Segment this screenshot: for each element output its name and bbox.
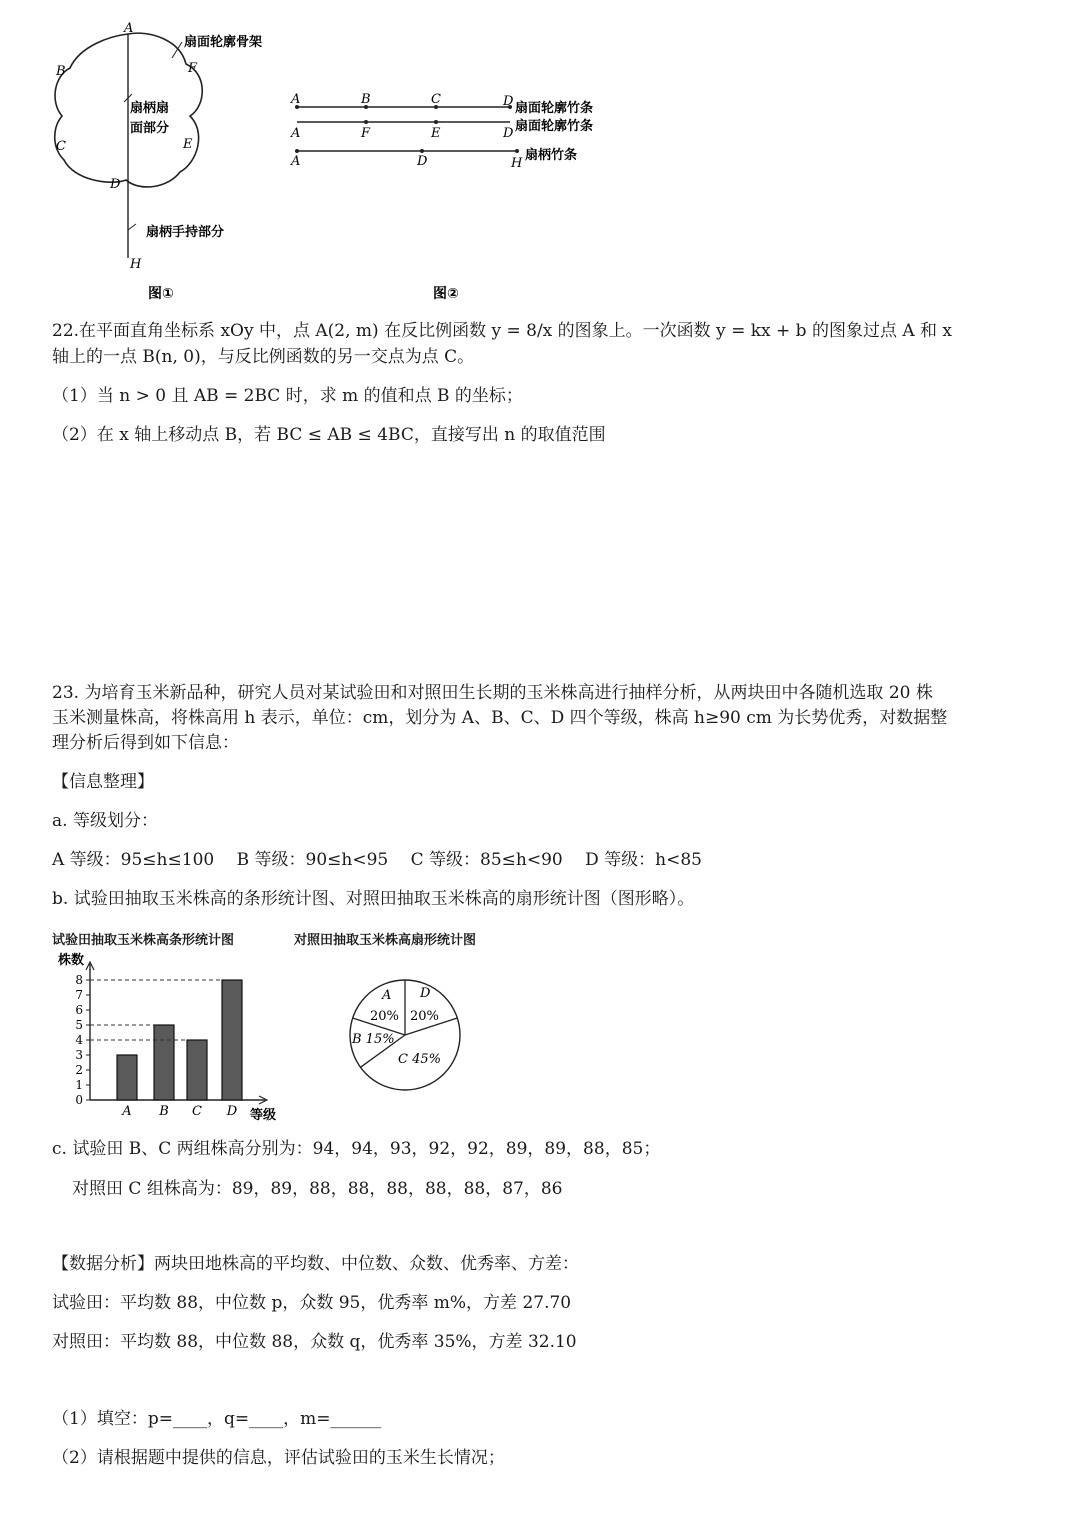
q22-stem-line-1: 22.在平面直角坐标系 xOy 中，点 A(2, m) 在反比例函数 y = 8/x 的图象上。一次函数 y = kx + b 的图象过点 A 和 x <box>52 321 953 341</box>
bar-C <box>187 1040 207 1100</box>
control-field-stats: 对照田：平均数 88，中位数 88，众数 q，优秀率 35%，方差 32.10 <box>52 1332 577 1352</box>
row2-A: A <box>291 126 301 141</box>
x-tick-label: D <box>226 1104 238 1119</box>
pie-label-B: B 15% <box>352 1032 395 1047</box>
row2-F: F <box>361 126 371 141</box>
point-E-label: E <box>183 137 193 152</box>
y-tick-label: 2 <box>75 1063 83 1077</box>
row3-label: 扇柄竹条 <box>525 148 578 163</box>
row2-E: E <box>431 126 441 141</box>
chart-description: b. 试验田抽取玉米株高的条形统计图、对照田抽取玉米株高的扇形统计图（图形略）。 <box>52 889 695 909</box>
q23-stem-line-1: 23. 为培育玉米新品种，研究人员对某试验田和对照田生长期的玉米株高进行抽样分析，从两块田中各随机选取 20 株 <box>52 683 933 703</box>
bar-D <box>222 980 242 1100</box>
row2-D: D <box>503 126 514 141</box>
y-tick-label: 8 <box>75 973 83 987</box>
q23-part-1: （1）填空：p=____，q=____，m=______ <box>52 1409 382 1429</box>
bar-chart <box>50 950 290 1125</box>
trial-field-stats: 试验田：平均数 88，中位数 p，众数 95，优秀率 m%，方差 27.70 <box>52 1293 572 1313</box>
row1-D: D <box>503 94 514 109</box>
pie-label-D: D <box>420 986 431 1001</box>
handle-fan-label-1: 扇柄扇 <box>130 101 170 116</box>
figure-2-caption: 图② <box>433 286 459 302</box>
q22-part-2: （2）在 x 轴上移动点 B，若 BC ≤ AB ≤ 4BC，直接写出 n 的取值范围 <box>52 425 606 445</box>
grade-division-title: a. 等级划分： <box>52 811 158 831</box>
fan-figure-2 <box>285 85 625 305</box>
pie-chart-title: 对照田抽取玉米株高扇形统计图 <box>294 933 477 948</box>
pie-value-A: 20% <box>370 1009 399 1024</box>
q23-stem-line-2: 玉米测量株高，将株高用 h 表示，单位：cm，划分为 A、B、C、D 四个等级，株高 h≥90 cm 为长势优秀，对数据整 <box>52 708 948 728</box>
y-axis-label: 株数 <box>58 953 85 968</box>
q22-part-1: （1）当 n > 0 且 AB = 2BC 时，求 m 的值和点 B 的坐标； <box>52 386 523 406</box>
pie-chart <box>340 975 470 1100</box>
y-tick-label: 0 <box>75 1093 83 1107</box>
row1-C: C <box>431 92 441 107</box>
x-tick-label: A <box>122 1104 132 1119</box>
x-tick-label: B <box>159 1104 169 1119</box>
bar-chart-title: 试验田抽取玉米株高条形统计图 <box>52 933 235 948</box>
row1-B: B <box>361 92 371 107</box>
group-heights-control: 对照田 C 组株高为：89，89，88，88，88，88，88，87，86 <box>72 1179 563 1199</box>
pie-label-A: A <box>382 988 392 1003</box>
point-D-label: D <box>110 177 121 192</box>
grade-division: A 等级：95≤h≤100 B 等级：90≤h<95 C 等级：85≤h<90 D 等级：h<85 <box>52 850 702 870</box>
data-analysis-title: 【数据分析】两块田地株高的平均数、中位数、众数、优秀率、方差： <box>52 1254 579 1274</box>
point-H-label: H <box>130 257 142 272</box>
row3-H: H <box>511 156 523 171</box>
pie-label-C: C 45% <box>398 1052 441 1067</box>
y-tick-label: 1 <box>75 1078 83 1092</box>
bar-A <box>117 1055 137 1100</box>
y-tick-label: 4 <box>75 1033 83 1047</box>
q22-stem-line-2: 轴上的一点 B(n, 0)，与反比例函数的另一交点为点 C。 <box>52 347 475 367</box>
figure-1-caption: 图① <box>148 286 174 302</box>
x-axis-label: 等级 <box>250 1108 277 1123</box>
q23-stem-line-3: 理分析后得到如下信息： <box>52 733 239 753</box>
fan-figure-1 <box>40 20 280 310</box>
hold-leader <box>128 224 136 230</box>
y-tick-label: 7 <box>75 988 83 1002</box>
row3-A: A <box>291 154 301 169</box>
group-heights-trial: c. 试验田 B、C 两组株高分别为：94，94，93，92，92，89，89，88，85； <box>52 1139 661 1159</box>
q23-part-2: （2）请根据题中提供的信息，评估试验田的玉米生长情况； <box>52 1448 505 1468</box>
point-C-label: C <box>56 139 66 154</box>
x-tick-label: C <box>192 1104 202 1119</box>
pie-value-D: 20% <box>410 1009 439 1024</box>
row3-D: D <box>417 154 428 169</box>
point-B-label: B <box>56 64 66 79</box>
row2-label: 扇面轮廓竹条 <box>515 119 594 134</box>
y-tick-label: 6 <box>75 1003 83 1017</box>
row1-A: A <box>291 92 301 107</box>
info-title: 【信息整理】 <box>52 772 154 792</box>
handle-hold-label: 扇柄手持部分 <box>146 225 225 240</box>
handle-fan-label-2: 面部分 <box>130 121 170 136</box>
bar-B <box>154 1025 174 1100</box>
point-A-label: A <box>124 21 134 36</box>
point-F-label: F <box>188 61 198 76</box>
y-tick-label: 3 <box>75 1048 83 1062</box>
row1-label: 扇面轮廓竹条 <box>515 101 594 116</box>
skeleton-label: 扇面轮廓骨架 <box>184 35 263 50</box>
y-tick-label: 5 <box>75 1018 83 1032</box>
